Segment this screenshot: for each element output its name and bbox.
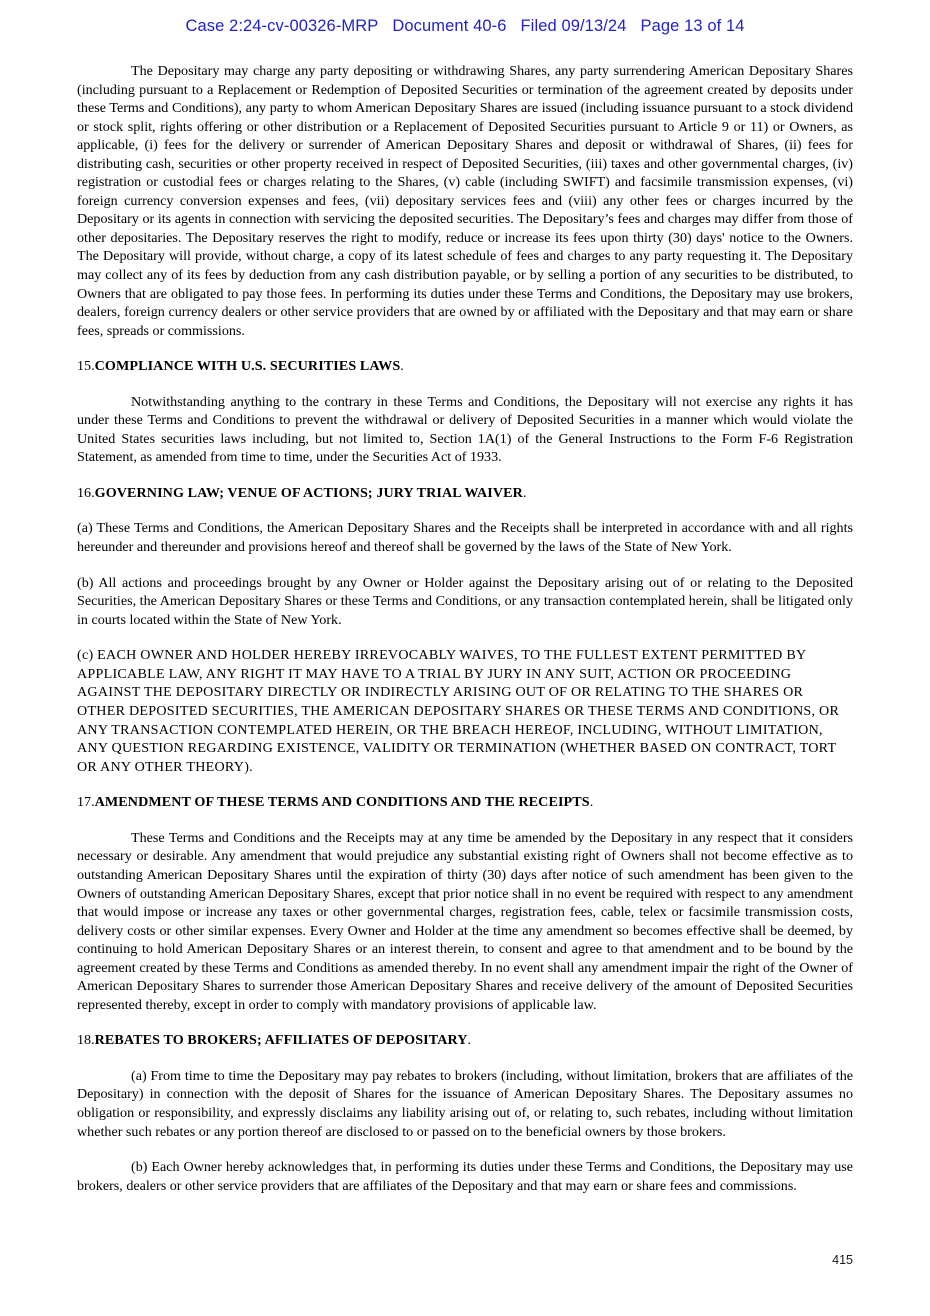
section-title-15-period: . xyxy=(400,358,404,375)
section-number-17: 17. xyxy=(77,794,95,811)
section-18-paragraph-a: (a) From time to time the Depositary may pay rebates to brokers (including, without limitation, brokers that are affiliates of the Depositary) in connection with the deposit of Shares for the issuance of American Depositary Shares. The Depositary assumes no obligation or responsibility, and expressly disclaims any liability arising out of, or relating to, such rebates, including without limitation whether such rebates or any portion thereof are disclosed to or passed on to the beneficial owners by those brokers. xyxy=(77,1067,853,1140)
section-title-17: AMENDMENT OF THESE TERMS AND CONDITIONS AND THE RECEIPTS xyxy=(94,794,590,811)
section-title-18-period: . xyxy=(467,1032,472,1049)
ecf-document-number: Document 40-6 xyxy=(392,17,507,35)
ecf-page-label: Page 13 of 14 xyxy=(640,17,745,35)
footer-page-number: 415 xyxy=(832,1253,853,1267)
section-16-paragraph-a: (a) These Terms and Conditions, the American Depositary Shares and the Receipts shall be interpreted in accordance with and all rights hereunder and thereunder and provisions hereof and thereof shall be governed by the laws of the State of New York. xyxy=(77,520,853,556)
document-body xyxy=(77,62,853,1195)
section-17-paragraph-1: These Terms and Conditions and the Receipts may at any time be amended by the Depositary in any respect that it considers necessary or desirable. Any amendment that would prejudice any substantial existing right of Owners shall not become effective as to outstanding American Depositary Shares until the expiration of thirty (30) days after notice of such amendment has been given to the Owners of outstanding American Depositary Shares, except that prior notice shall in no event be required with respect to any amendment that would impose or increase any taxes or other governmental charges, registration fees, cable, telex or facsimile transmission costs, delivery costs or other similar expenses. Every Owner and Holder at the time any amendment so becomes effective shall be deemed, by continuing to hold American Depositary Shares or an interest therein, to consent and agree to that amendment and to be bound by the agreement created by these Terms and Conditions as amended thereby. In no event shall any amendment impair the right of the Owner of American Depositary Shares to surrender those American Depositary Shares and receive delivery of the amount of Deposited Securities represented thereby, except in order to comply with mandatory provisions of applicable law. xyxy=(77,829,853,1013)
section-15-paragraph-1: Notwithstanding anything to the contrary in these Terms and Conditions, the Depositary will not exercise any rights it has under these Terms and Conditions to prevent the withdrawal or delivery of Deposited Securities in a manner which would violate the United States securities laws including, but not limited to, Section 1A(1) of the General Instructions to the Form F-6 Registration Statement, as amended from time to time, under the Securities Act of 1933. xyxy=(77,393,853,466)
paragraph-depositary-fees: The Depositary may charge any party depositing or withdrawing Shares, any party surrendering American Depositary Shares (including pursuant to a Replacement or Redemption of Deposited Securities or termination of the agreement created by deposits under these Terms and Conditions), any party to whom American Depositary Shares are issued (including issuance pursuant to a stock dividend or stock split, rights offering or other distribution or a Replacement of Deposited Securities pursuant to Article 9 or 11) or Owners, as applicable, (i) fees for the delivery or surrender of American Depositary Shares and deposit or withdrawal of Shares, (ii) fees for distributing cash, securities or other property received in respect of Deposited Securities, (iii) taxes and other governmental charges, (iv) registration or custodial fees or charges relating to the Shares, (v) cable (including SWIFT) and facsimile transmission expenses, (vi) foreign currency conversion expenses and fees, (vii) depositary services fees and (viii) any other fees or charges incurred by the Depositary or its agents in connection with servicing the deposited securities. The Depositary’s fees and charges may differ from those of other depositaries. The Depositary reserves the right to modify, reduce or increase its fees upon thirty (30) days' notice to the Owners. The Depositary will provide, without charge, a copy of its latest schedule of fees and charges to any party requesting it. The Depositary may collect any of its fees by deduction from any cash distribution payable, or by selling a portion of any securities to be distributed, to Owners that are obligated to pay those fees. In performing its duties under these Terms and Conditions, the Depositary may use brokers, dealers, foreign currency dealers or other service providers that are owned by or affiliated with the Depositary and that may earn or share fees, spreads or commissions. xyxy=(77,63,853,339)
section-number-18: 18. xyxy=(77,1032,95,1049)
section-heading-18 xyxy=(77,1031,853,1050)
section-title-16: GOVERNING LAW; VENUE OF ACTIONS; JURY TRIAL WAIVER xyxy=(94,484,523,501)
section-heading-17 xyxy=(77,793,853,812)
section-heading-15 xyxy=(77,357,853,376)
ecf-case-number: Case 2:24-cv-00326-MRP xyxy=(185,17,379,35)
section-16-paragraph-c-jury-waiver: (c) EACH OWNER AND HOLDER HEREBY IRREVOCABLY WAIVES, TO THE FULLEST EXTENT PERMITTED BY APPLICABLE LAW, ANY RIGHT IT MAY HAVE TO A TRIAL BY JURY IN ANY SUIT, ACTION OR PROCEEDING AGAINST THE DEPOSITARY DIRECTLY OR INDIRECTLY ARISING OUT OF OR RELATING TO THE SHARES OR OTHER DEPOSITED SECURITIES, THE AMERICAN DEPOSITARY SHARES OR THESE TERMS AND CONDITIONS, OR ANY TRANSACTION CONTEMPLATED HEREIN, OR THE BREACH HEREOF, INCLUDING, WITHOUT LIMITATION, ANY QUESTION REGARDING EXISTENCE, VALIDITY OR TERMINATION (WHETHER BASED ON CONTRACT, TORT OR ANY OTHER THEORY). xyxy=(77,647,840,775)
section-18-paragraph-b: (b) Each Owner hereby acknowledges that, in performing its duties under these Terms and Conditions, the Depositary may use brokers, dealers or other service providers that are affiliates of the Depositary and that may earn or share fees and commissions. xyxy=(77,1159,853,1194)
section-title-15: COMPLIANCE WITH U.S. SECURITIES LAWS xyxy=(94,358,401,375)
section-title-17-period: . xyxy=(589,794,594,811)
ecf-header-stamp xyxy=(0,17,930,36)
section-heading-16 xyxy=(77,484,853,503)
section-title-18: REBATES TO BROKERS; AFFILIATES OF DEPOSITARY xyxy=(94,1032,468,1049)
section-16-paragraph-b: (b) All actions and proceedings brought by any Owner or Holder against the Depositary arising out of or relating to the Deposited Securities, the American Depositary Shares or these Terms and Conditions, or any transaction contemplated herein, shall be litigated only in courts located within the State of New York. xyxy=(77,574,853,628)
section-number-15: 15. xyxy=(77,358,95,375)
section-title-16-period: . xyxy=(522,484,527,501)
ecf-filed-date: Filed 09/13/24 xyxy=(520,17,627,35)
section-number-16: 16. xyxy=(77,484,95,501)
